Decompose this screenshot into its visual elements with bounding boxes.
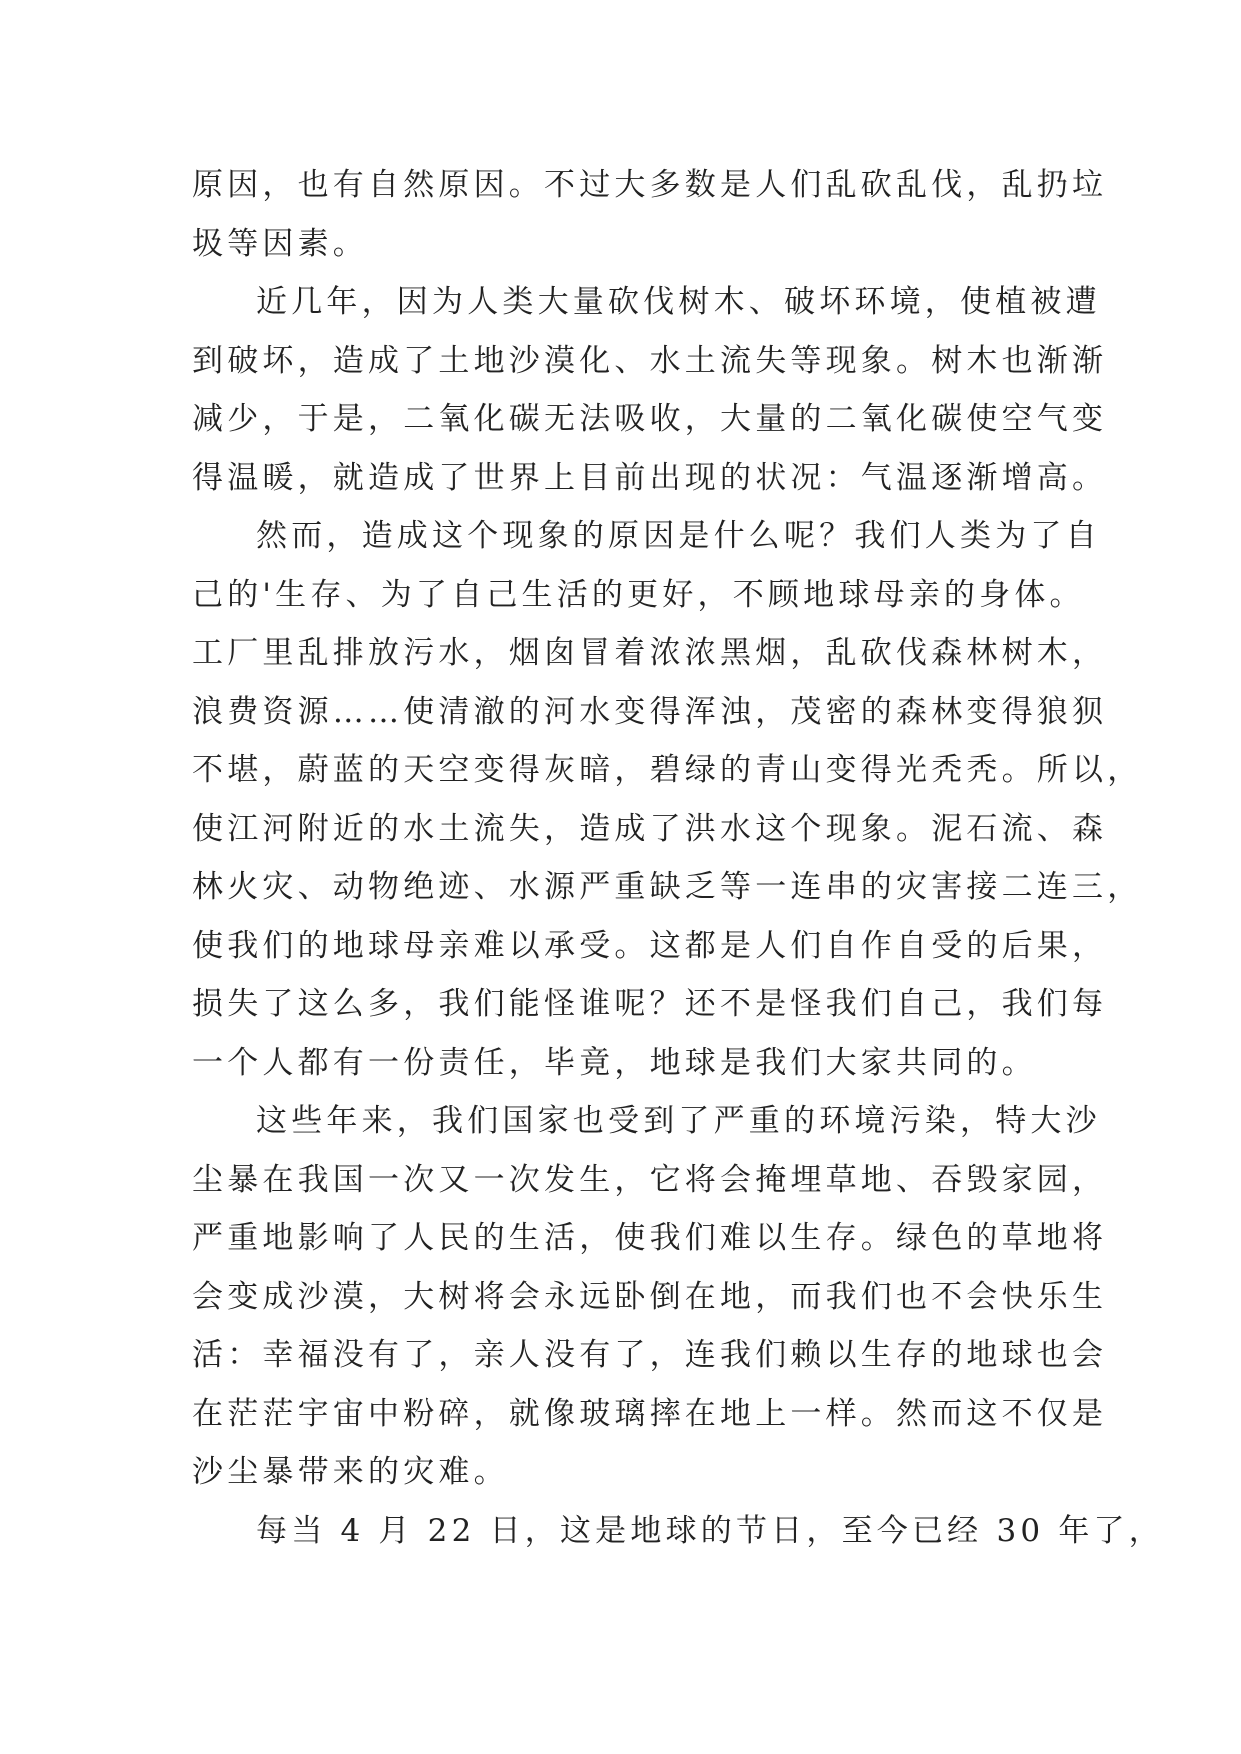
text-line: 活：幸福没有了，亲人没有了，连我们赖以生存的地球也会 xyxy=(192,1337,1108,1373)
text-line: 工厂里乱排放污水，烟囱冒着浓浓黑烟，乱砍伐森林树木， xyxy=(192,635,1108,671)
text-line: 在茫茫宇宙中粉碎，就像玻璃摔在地上一样。然而这不仅是 xyxy=(192,1395,1108,1432)
text-line: 林火灾、动物绝迹、水源严重缺乏等一连串的灾害接二连三， xyxy=(192,869,1143,905)
text-line: 得温暖，就造成了世界上目前出现的状况：气温逐渐增高。 xyxy=(192,459,1108,496)
text-line: 严重地影响了人民的生活，使我们难以生存。绿色的草地将 xyxy=(192,1220,1108,1256)
text-line: 使我们的地球母亲难以承受。这都是人们自作自受的后果， xyxy=(192,927,1108,964)
text-line: 到破坏，造成了土地沙漠化、水土流失等现象。树木也渐渐 xyxy=(192,342,1108,379)
text-line: 原因，也有自然原因。不过大多数是人们乱砍乱伐，乱扔垃 xyxy=(192,167,1108,203)
text-line: 近几年，因为人类大量砍伐树木、破坏环境，使植被遭 xyxy=(256,284,1101,320)
text-line: 减少，于是，二氧化碳无法吸收，大量的二氧化碳使空气变 xyxy=(192,401,1108,437)
text-line: 圾等因素。 xyxy=(192,225,368,262)
text-line: 尘暴在我国一次又一次发生，它将会掩埋草地、吞毁家园， xyxy=(192,1161,1108,1198)
document-body xyxy=(192,156,1164,1560)
text-line: 这些年来，我们国家也受到了严重的环境污染，特大沙 xyxy=(256,1103,1101,1139)
text-line: 沙尘暴带来的灾难。 xyxy=(192,1454,509,1490)
text-line: 会变成沙漠，大树将会永远卧倒在地，而我们也不会快乐生 xyxy=(192,1278,1108,1315)
text-line: 使江河附近的水土流失，造成了洪水这个现象。泥石流、森 xyxy=(192,810,1108,847)
text-line: 己的'生存、为了自己生活的更好，不顾地球母亲的身体。 xyxy=(192,576,1085,613)
text-line: 然而，造成这个现象的原因是什么呢？我们人类为了自 xyxy=(256,518,1101,554)
text-line: 一个人都有一份责任，毕竟，地球是我们大家共同的。 xyxy=(192,1044,1037,1081)
text-line: 损失了这么多，我们能怪谁呢？还不是怪我们自己，我们每 xyxy=(192,986,1108,1022)
text-line: 浪费资源……使清澈的河水变得浑浊，茂密的森林变得狼狈 xyxy=(192,693,1108,730)
text-line: 每当 4 月 22 日，这是地球的节日，至今已经 30 年了， xyxy=(256,1512,1164,1549)
text-line: 不堪，蔚蓝的天空变得灰暗，碧绿的青山变得光秃秃。所以， xyxy=(192,752,1143,788)
